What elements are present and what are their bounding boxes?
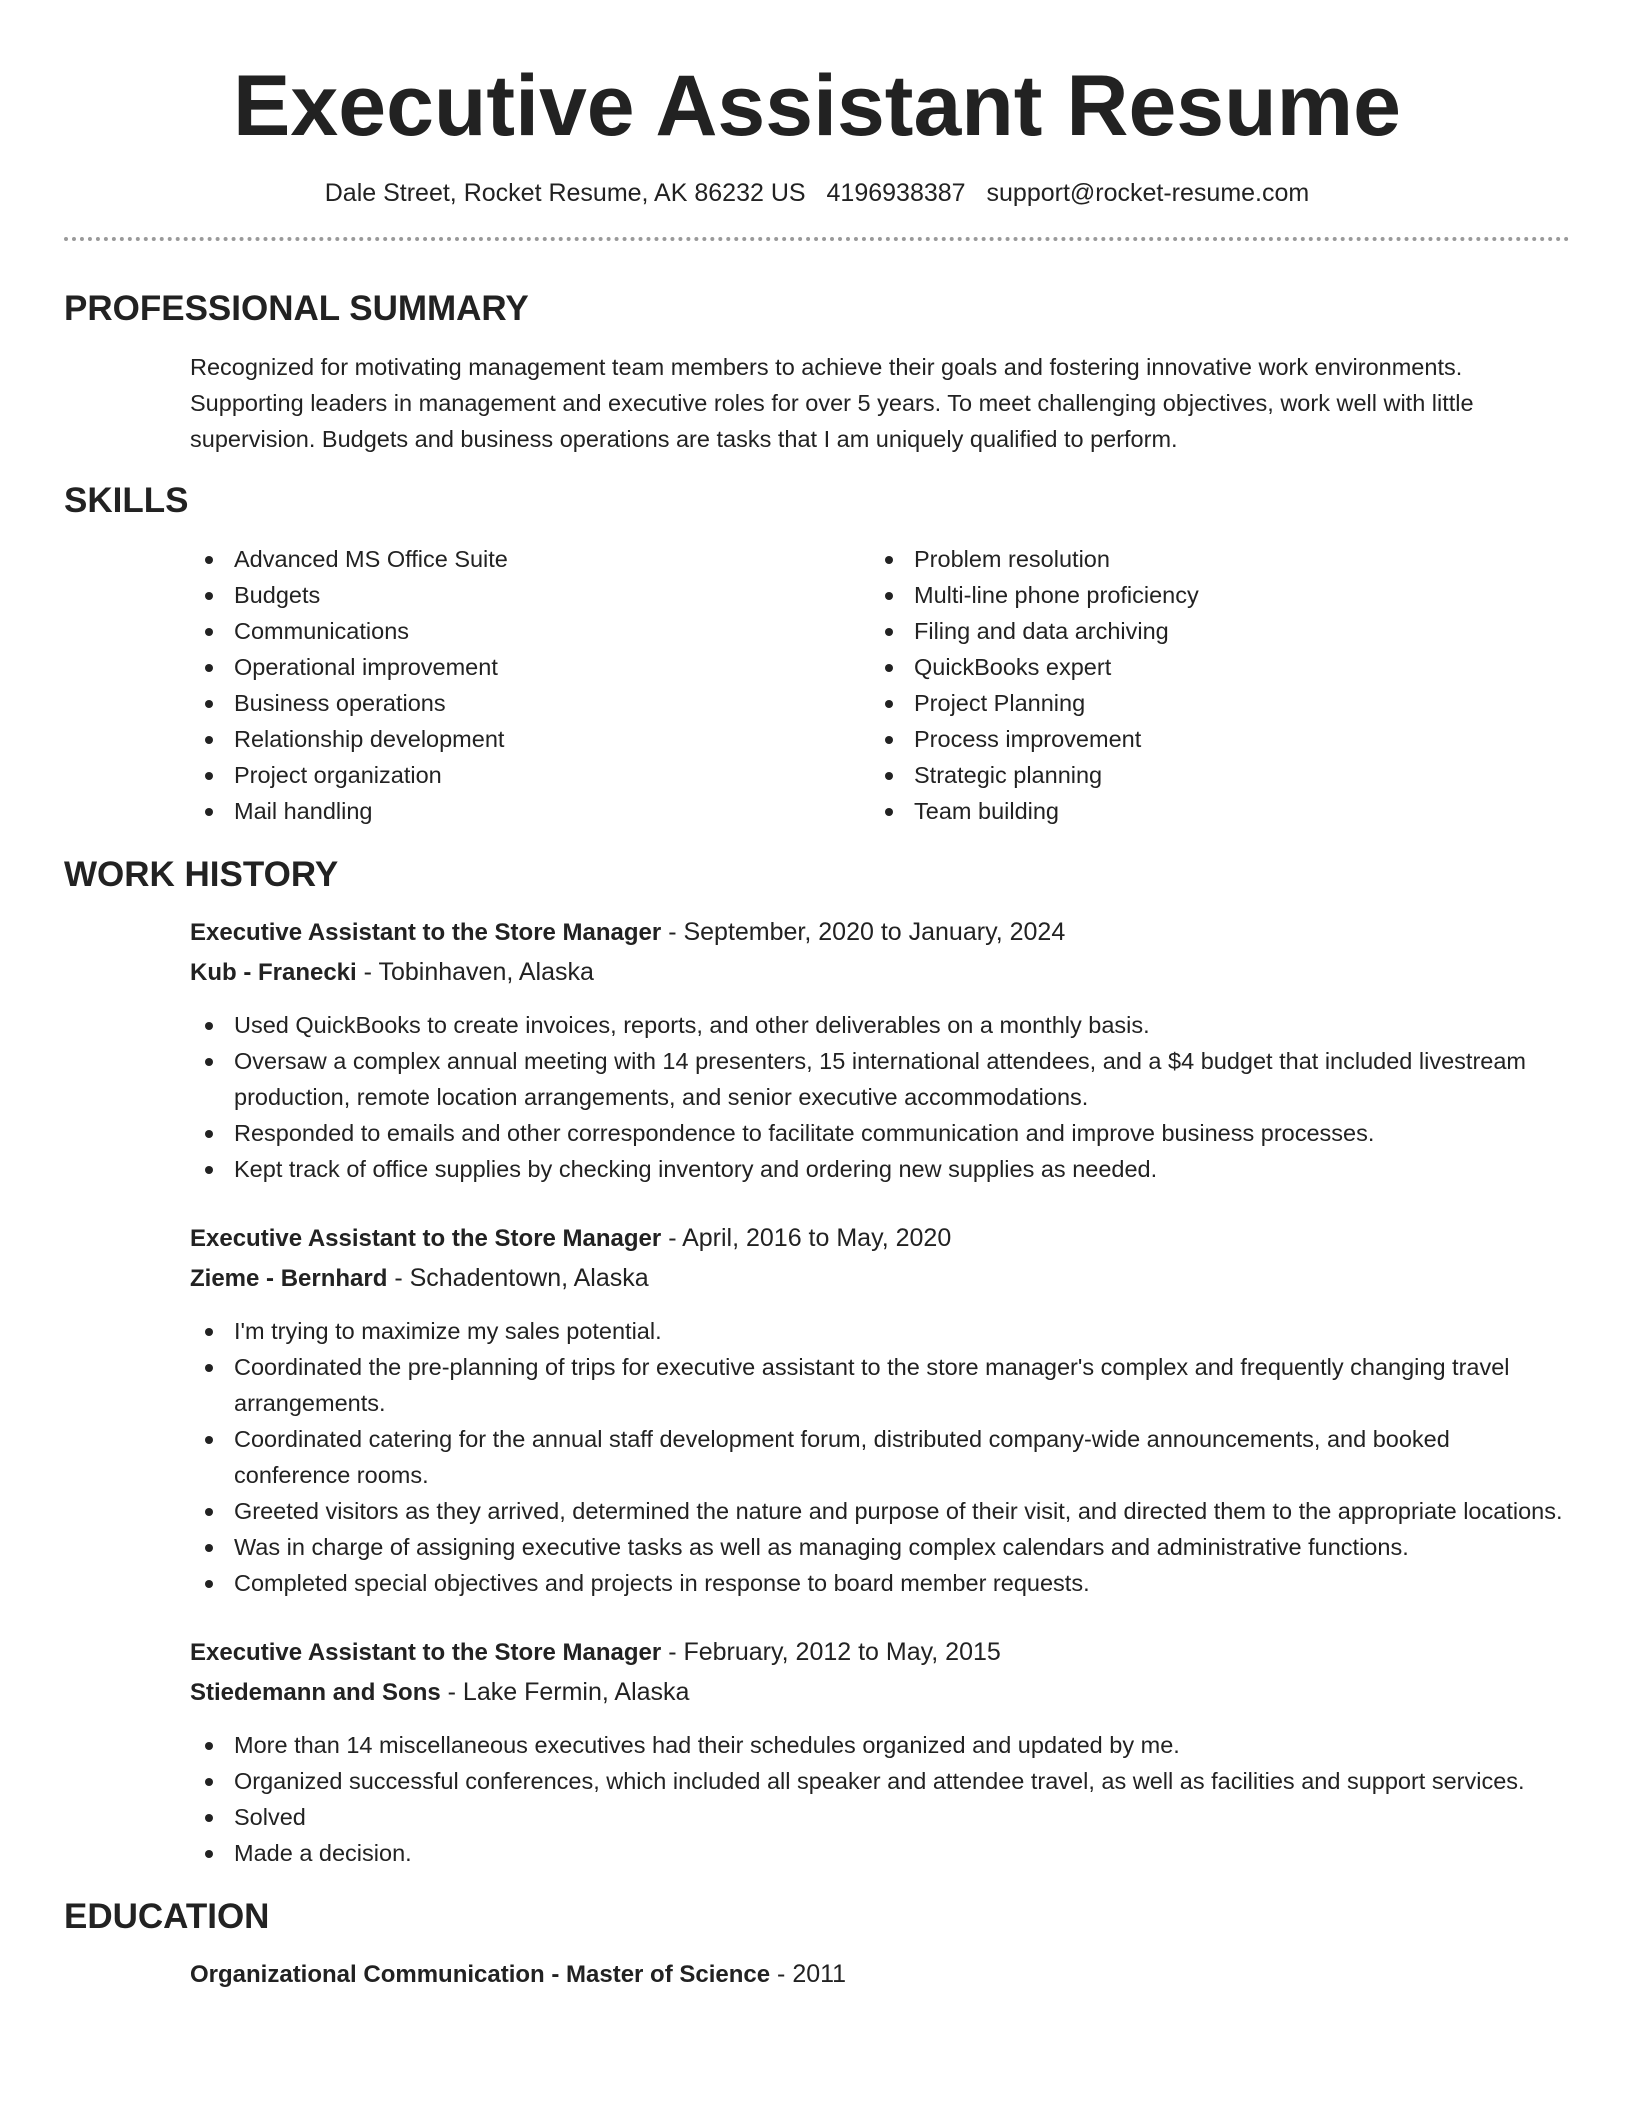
job-location: - Tobinhaven, Alaska	[356, 958, 594, 986]
skills-columns	[190, 541, 1570, 829]
job-dates: - February, 2012 to May, 2015	[661, 1638, 1001, 1666]
skill-item: Strategic planning	[870, 757, 1550, 793]
job-title: Executive Assistant to the Store Manager	[190, 1225, 662, 1252]
job-bullet: Coordinated the pre-planning of trips for executive assistant to the store manager's complex and frequently changing travel arrangements.	[190, 1349, 1570, 1421]
skill-item: Project Planning	[870, 685, 1550, 721]
job-bullets	[190, 1727, 1570, 1871]
job-title: Executive Assistant to the Store Manager	[190, 1639, 662, 1666]
skill-item: Relationship development	[190, 721, 870, 757]
work-section	[64, 853, 1570, 1871]
job-title-line	[190, 1219, 1570, 1258]
job-title-line	[190, 1633, 1570, 1672]
job-entry	[190, 1219, 1570, 1601]
skill-item: QuickBooks expert	[870, 649, 1550, 685]
job-company-line	[190, 1672, 1570, 1713]
skills-left-column	[190, 541, 870, 829]
job-bullets	[190, 1007, 1570, 1187]
job-bullet: Kept track of office supplies by checking inventory and ordering new supplies as needed.	[190, 1151, 1570, 1187]
education-section	[64, 1895, 1570, 1994]
skill-item: Filing and data archiving	[870, 613, 1550, 649]
summary-heading: PROFESSIONAL SUMMARY	[64, 289, 529, 328]
summary-text: Recognized for motivating management team members to achieve their goals and fostering innovative work environments. Supporting leaders in management and executive roles for over 5 years. To meet challenging objectives, work well with little supervision. Budgets and business operations are tasks that I am uniquely qualified to perform.	[190, 354, 1474, 452]
job-dates: - September, 2020 to January, 2024	[661, 918, 1066, 946]
skills-right-column	[870, 541, 1550, 829]
contact-email: support@rocket-resume.com	[986, 179, 1310, 207]
skill-item: Process improvement	[870, 721, 1550, 757]
skills-section	[64, 479, 1570, 829]
job-bullet: Solved	[190, 1799, 1570, 1835]
work-heading: WORK HISTORY	[64, 855, 339, 894]
job-bullet: Completed special objectives and projects in response to board member requests.	[190, 1565, 1570, 1601]
resume-page	[64, 0, 1570, 2112]
education-year: - 2011	[770, 1960, 847, 1988]
skill-item: Business operations	[190, 685, 870, 721]
job-location: - Lake Fermin, Alaska	[440, 1678, 690, 1706]
job-company-line	[190, 952, 1570, 993]
job-entry	[190, 913, 1570, 1187]
skill-item: Team building	[870, 793, 1550, 829]
skill-item: Mail handling	[190, 793, 870, 829]
contact-phone: 4196938387	[826, 179, 966, 207]
job-company-line	[190, 1258, 1570, 1299]
job-bullet: Used QuickBooks to create invoices, reports, and other deliverables on a monthly basis.	[190, 1007, 1570, 1043]
skill-item: Budgets	[190, 577, 870, 613]
skills-heading: SKILLS	[64, 481, 189, 520]
job-entry	[190, 1633, 1570, 1871]
education-heading: EDUCATION	[64, 1897, 270, 1936]
job-dates: - April, 2016 to May, 2020	[661, 1224, 952, 1252]
job-bullets	[190, 1313, 1570, 1601]
job-bullet: Organized successful conferences, which included all speaker and attendee travel, as well as facilities and support services.	[190, 1763, 1570, 1799]
job-company: Zieme - Bernhard	[190, 1265, 388, 1292]
job-bullet: Was in charge of assigning executive tasks as well as managing complex calendars and administrative functions.	[190, 1529, 1570, 1565]
job-bullet: Greeted visitors as they arrived, determined the nature and purpose of their visit, and directed them to the appropriate locations.	[190, 1493, 1570, 1529]
job-bullet: Oversaw a complex annual meeting with 14 presenters, 15 international attendees, and a $4 budget that included livestream production, remote location arrangements, and senior executive accommodations.	[190, 1043, 1570, 1115]
job-company: Kub - Franecki	[190, 959, 357, 986]
skill-item: Multi-line phone proficiency	[870, 577, 1550, 613]
education-degree: Organizational Communication - Master of Science	[190, 1961, 771, 1988]
job-bullet: I'm trying to maximize my sales potential.	[190, 1313, 1570, 1349]
job-bullet: Made a decision.	[190, 1835, 1570, 1871]
skill-item: Project organization	[190, 757, 870, 793]
job-bullet: More than 14 miscellaneous executives had their schedules organized and updated by me.	[190, 1727, 1570, 1763]
contact-line	[64, 176, 1570, 210]
job-title-line	[190, 913, 1570, 952]
header-divider	[64, 237, 1570, 241]
skill-item: Advanced MS Office Suite	[190, 541, 870, 577]
education-entry	[190, 1955, 1570, 1994]
skill-item: Operational improvement	[190, 649, 870, 685]
skill-item: Communications	[190, 613, 870, 649]
job-bullet: Responded to emails and other correspondence to facilitate communication and improve business processes.	[190, 1115, 1570, 1151]
job-location: - Schadentown, Alaska	[387, 1264, 649, 1292]
contact-address: Dale Street, Rocket Resume, AK 86232 US	[324, 179, 806, 207]
resume-title: Executive Assistant Resume	[233, 58, 1401, 154]
summary-section	[64, 287, 1570, 457]
job-company: Stiedemann and Sons	[190, 1679, 441, 1706]
job-title: Executive Assistant to the Store Manager	[190, 919, 662, 946]
skill-item: Problem resolution	[870, 541, 1550, 577]
job-bullet: Coordinated catering for the annual staff development forum, distributed company-wide announcements, and booked conference rooms.	[190, 1421, 1570, 1493]
